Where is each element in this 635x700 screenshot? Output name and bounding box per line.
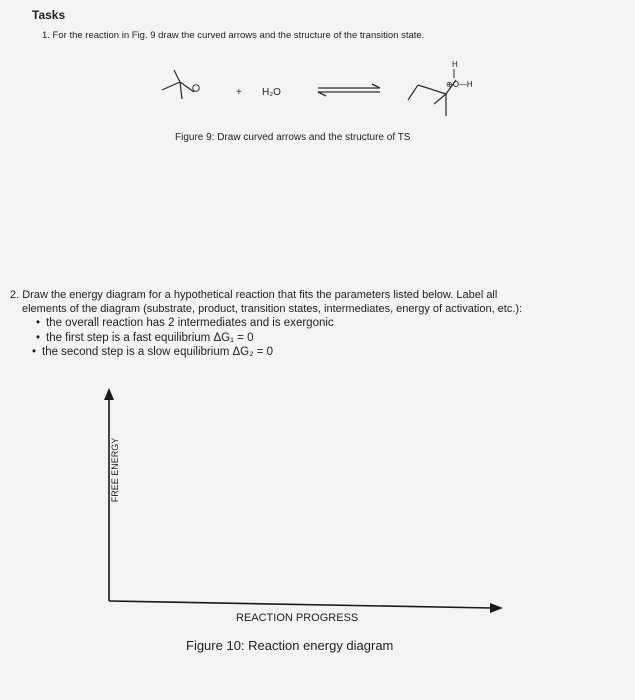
bullet-item: • the second step is a slow equilibrium ΔG₂ = 0	[32, 346, 274, 358]
equilibrium-arrow-icon	[318, 84, 380, 96]
product-oxonium: ⊕O—H	[446, 80, 473, 89]
page-title: Tasks	[32, 8, 66, 22]
bullet-item: • the first step is a fast equilibrium ΔG₁ = 0	[36, 332, 254, 344]
x-axis-arrowhead-icon	[490, 603, 503, 613]
figure10-caption: Figure 10: Reaction energy diagram	[186, 638, 394, 653]
bullet-icon: •	[36, 317, 41, 329]
bullet-item: • the overall reaction has 2 intermediates and is exergonic	[36, 317, 334, 329]
figure9-caption: Figure 9: Draw curved arrows and the structure of TS	[175, 132, 411, 143]
task1-instructions: 1. For the reaction in Fig. 9 draw the curved arrows and the structure of the transition state.	[42, 30, 425, 41]
energy-diagram-axes	[104, 388, 503, 613]
bullet-icon: •	[36, 332, 41, 344]
x-axis-label: REACTION PROGRESS	[236, 612, 359, 624]
water-reagent: H₂O	[262, 87, 281, 98]
y-axis-label: FREE ENERGY	[110, 437, 120, 503]
product-hydrogen: H	[452, 60, 458, 69]
positive-charge-icon	[193, 85, 200, 92]
tert-butyl-cation-structure	[162, 70, 194, 99]
bullet-icon: •	[32, 346, 37, 358]
y-axis-arrowhead-icon	[104, 388, 114, 400]
task2-instructions-line1: 2. Draw the energy diagram for a hypothetical reaction that fits the parameters listed below. Label all	[10, 289, 498, 301]
task2-instructions-line2: elements of the diagram (substrate, product, transition states, intermediates, energy of activation, etc.):	[22, 303, 523, 315]
plus-sign: +	[236, 87, 242, 98]
